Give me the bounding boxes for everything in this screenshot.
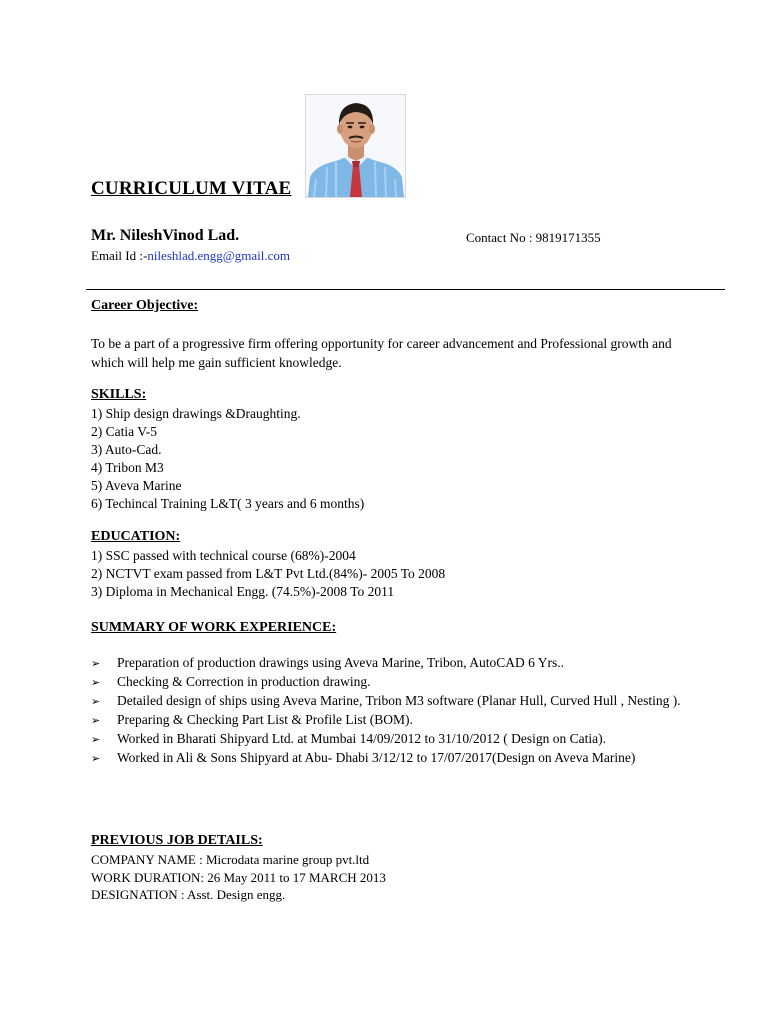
list-item: ➢ Checking & Correction in production drawing.	[91, 673, 691, 692]
list-item: 3) Auto-Cad.	[91, 442, 162, 457]
arrow-bullet-icon: ➢	[91, 714, 101, 727]
company-name: COMPANY NAME : Microdata marine group pvt.ltd	[91, 852, 370, 867]
arrow-bullet-icon: ➢	[91, 733, 101, 746]
header-divider	[86, 289, 725, 290]
career-objective-text: To be a part of a progressive firm offering opportunity for career advancement and Professional growth and which will help me gain sufficient knowledge.	[91, 336, 672, 370]
list-item: 2) Catia V-5	[91, 424, 157, 439]
previous-job-heading: PREVIOUS JOB DETAILS:	[91, 833, 263, 848]
list-item: ➢ Worked in Ali & Sons Shipyard at Abu- Dhabi 3/12/12 to 17/07/2017(Design on Aveva Marine)	[91, 749, 691, 768]
list-item: ➢ Worked in Bharati Shipyard Ltd. at Mumbai 14/09/2012 to 31/10/2012 ( Design on Catia).	[91, 730, 691, 749]
list-item: 1) SSC passed with technical course (68%)-2004	[91, 548, 356, 563]
skills-heading: SKILLS:	[91, 387, 147, 402]
career-objective-heading: Career Objective:	[91, 298, 199, 313]
education-heading: EDUCATION:	[91, 529, 181, 544]
list-item: 5) Aveva Marine	[91, 478, 182, 493]
candidate-name: Mr. NileshVinod Lad.	[91, 227, 240, 244]
work-duration: WORK DURATION: 26 May 2011 to 17 MARCH 2013	[91, 869, 386, 885]
list-item: 6) Techincal Training L&T( 3 years and 6 months)	[91, 496, 365, 511]
previous-job-details	[91, 851, 386, 904]
list-item: 4) Tribon M3	[91, 460, 164, 475]
work-summary-heading: SUMMARY OF WORK EXPERIENCE:	[91, 620, 337, 635]
designation: DESIGNATION : Asst. Design engg.	[91, 887, 286, 902]
arrow-bullet-icon: ➢	[91, 676, 101, 689]
list-item: 3) Diploma in Mechanical Engg. (74.5%)-2008 To 2011	[91, 584, 395, 599]
email-link[interactable]: nileshlad.engg@gmail.com	[147, 248, 290, 263]
list-item: ➢ Preparation of production drawings using Aveva Marine, Tribon, AutoCAD 6 Yrs..	[91, 654, 691, 673]
contact-number: Contact No : 9819171355	[466, 230, 601, 245]
list-item: 2) NCTVT exam passed from L&T Pvt Ltd.(84%)- 2005 To 2008	[91, 566, 446, 581]
list-item: 1) Ship design drawings &Draughting.	[91, 406, 301, 421]
email-line	[91, 248, 290, 264]
skills-list	[91, 405, 364, 513]
education-list	[91, 547, 445, 601]
document-title: CURRICULUM VITAE	[91, 178, 292, 199]
arrow-bullet-icon: ➢	[91, 695, 101, 708]
profile-photo	[305, 94, 406, 198]
list-item: ➢ Preparing & Checking Part List & Profile List (BOM).	[91, 711, 691, 730]
email-label: Email Id :-	[91, 248, 148, 263]
list-item: ➢ Detailed design of ships using Aveva Marine, Tribon M3 software (Planar Hull, Curved Hull , Nesting ).	[91, 692, 691, 711]
arrow-bullet-icon: ➢	[91, 752, 101, 765]
work-summary-list	[91, 654, 691, 768]
arrow-bullet-icon: ➢	[91, 657, 101, 670]
